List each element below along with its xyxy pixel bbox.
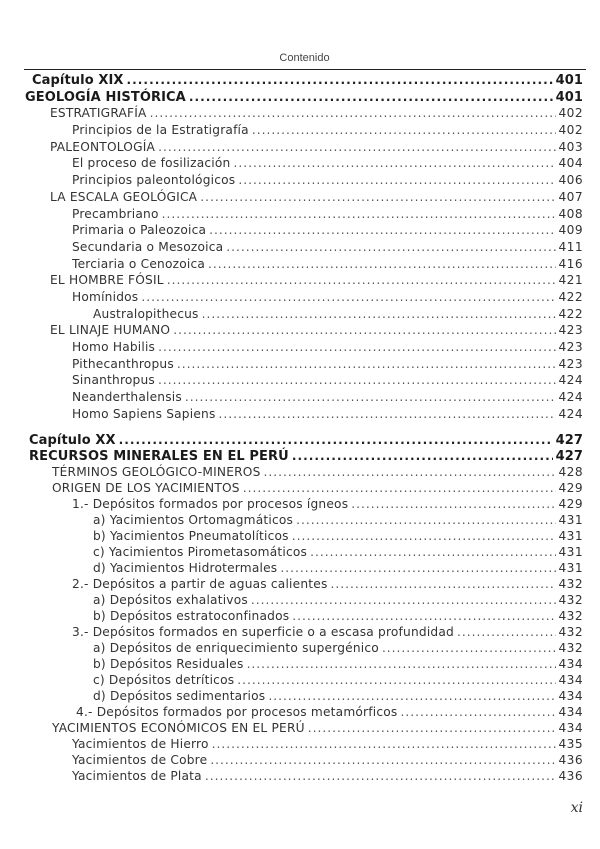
dot-leader <box>310 544 555 560</box>
toc-entry[interactable] <box>0 306 600 323</box>
toc-entry[interactable] <box>0 512 600 528</box>
toc-entry-page: 432 <box>558 625 583 639</box>
toc-entry-title: Primaria o Paleozoica <box>72 223 207 238</box>
toc-entry[interactable] <box>0 560 600 576</box>
toc-entry-page: 423 <box>558 323 583 338</box>
toc-entry-title: Australopithecus <box>93 306 199 321</box>
toc-entry[interactable] <box>0 720 600 736</box>
toc-entry-page: 428 <box>558 465 583 479</box>
toc-entry-page: 434 <box>558 657 583 671</box>
toc-entry-page: 407 <box>558 189 583 204</box>
dot-leader <box>247 656 556 672</box>
toc-entry-page: 416 <box>558 256 583 271</box>
toc-entry[interactable] <box>0 592 600 608</box>
running-header: Contenido <box>279 52 330 64</box>
toc-entry-page: 403 <box>558 139 583 154</box>
dot-leader <box>243 480 556 496</box>
dot-leader <box>457 624 556 640</box>
dot-leader <box>331 576 556 592</box>
toc-entry-title: a) Yacimientos Ortomagmáticos <box>93 513 294 527</box>
toc-entry-page: 434 <box>558 673 583 687</box>
toc-entry-title: Secundaria o Mesozoica <box>72 239 224 254</box>
toc-entry-page: 421 <box>558 273 583 288</box>
toc-entry[interactable] <box>0 222 600 239</box>
toc-entry[interactable] <box>0 372 600 389</box>
toc-entry-page: 404 <box>558 156 583 171</box>
toc-entry-title: TÉRMINOS GEOLÓGICO-MINEROS <box>52 465 261 479</box>
toc-entry[interactable] <box>0 544 600 560</box>
toc-entry-page: 434 <box>558 689 583 703</box>
dot-leader <box>400 704 555 720</box>
toc-entry-title: Yacimientos de Hierro <box>72 737 209 751</box>
toc-entry-title: 2.- Depósitos a partir de aguas calientes <box>72 577 328 591</box>
dot-leader <box>150 105 556 122</box>
dot-leader <box>158 372 556 389</box>
dot-leader <box>351 496 555 512</box>
dot-leader <box>251 592 556 608</box>
toc-entry-title: d) Depósitos sedimentarios <box>93 689 266 703</box>
toc-entry[interactable] <box>0 672 600 688</box>
toc-entry-page: 432 <box>558 609 583 623</box>
toc-entry-title: a) Depósitos exhalativos <box>93 593 248 607</box>
dot-leader <box>308 720 556 736</box>
toc-entry-page: 422 <box>558 289 583 304</box>
toc-entry[interactable] <box>0 206 600 223</box>
toc-entry[interactable] <box>0 432 600 448</box>
toc-entry-page: 431 <box>558 561 583 575</box>
dot-leader <box>252 122 556 139</box>
dot-leader <box>212 736 556 752</box>
toc-entry-title: LA ESCALA GEOLÓGICA <box>50 189 198 204</box>
dot-leader <box>292 448 553 464</box>
toc-entry[interactable] <box>0 480 600 496</box>
toc-entry[interactable] <box>0 239 600 256</box>
toc-entry-title: Capítulo XX <box>29 433 116 448</box>
toc-entry-page: 406 <box>558 173 583 188</box>
toc-entry-page: 431 <box>558 529 583 543</box>
toc-entry[interactable] <box>0 189 600 206</box>
dot-leader <box>233 155 555 172</box>
page-number: xi <box>570 800 583 816</box>
toc-entry-title: El proceso de fosilización <box>72 156 231 171</box>
toc-entry-title: GEOLOGÍA HISTÓRICA <box>25 89 186 105</box>
toc-entry-page: 401 <box>555 73 583 88</box>
toc-entry-page: 411 <box>558 239 583 254</box>
dot-leader <box>237 672 555 688</box>
toc-entry-page: 402 <box>558 106 583 121</box>
dot-leader <box>177 356 556 373</box>
dot-leader <box>202 306 556 323</box>
toc-entry-title: Sinanthropus <box>72 373 155 388</box>
toc-entry[interactable] <box>0 768 600 784</box>
dot-leader <box>382 640 556 656</box>
toc-entry[interactable] <box>0 406 600 423</box>
toc-entry-title: ESTRATIGRAFÍA <box>50 106 147 121</box>
toc-entry-page: 431 <box>558 513 583 527</box>
toc-entry[interactable] <box>0 122 600 139</box>
toc-entry[interactable] <box>0 624 600 640</box>
toc-entry-page: 432 <box>558 641 583 655</box>
toc-entry-title: 3.- Depósitos formados en superficie o a escasa profundidad <box>72 625 454 639</box>
toc-entry-page: 432 <box>558 577 583 591</box>
toc-entry-page: 427 <box>555 433 583 448</box>
toc-entry[interactable] <box>0 576 600 592</box>
dot-leader <box>167 272 556 289</box>
toc-entry-page: 409 <box>558 223 583 238</box>
toc-entry-title: Precambriano <box>72 206 159 221</box>
dot-leader <box>119 432 553 448</box>
dot-leader <box>127 72 553 89</box>
dot-leader <box>162 206 556 223</box>
dot-leader <box>292 528 556 544</box>
toc-entry-title: ORIGEN DE LOS YACIMIENTOS <box>52 481 240 495</box>
toc-entry-title: c) Depósitos detríticos <box>93 673 235 687</box>
toc-entry[interactable] <box>0 356 600 373</box>
toc-entry[interactable] <box>0 155 600 172</box>
dot-leader <box>280 560 555 576</box>
toc-entry[interactable] <box>0 608 600 624</box>
dot-leader <box>210 752 555 768</box>
toc-entry-page: 402 <box>558 123 583 138</box>
toc-entry[interactable] <box>0 736 600 752</box>
header-rule <box>24 69 586 70</box>
toc-entry-title: d) Yacimientos Hidrotermales <box>93 561 278 575</box>
toc-entry-title: Capítulo XIX <box>32 73 124 88</box>
dot-leader <box>264 464 556 480</box>
toc-entry[interactable] <box>0 464 600 480</box>
toc-entry-page: 424 <box>558 406 583 421</box>
toc-entry[interactable] <box>0 89 600 106</box>
toc-entry-title: Yacimientos de Cobre <box>72 753 208 767</box>
toc-entry-page: 435 <box>558 737 583 751</box>
toc-entry-title: EL LINAJE HUMANO <box>50 323 171 338</box>
toc-entry-page: 423 <box>558 340 583 354</box>
toc-entry-title: Pithecanthropus <box>72 356 174 371</box>
toc-entry[interactable] <box>0 496 600 512</box>
toc-entry-page: 424 <box>558 390 583 405</box>
toc-entry[interactable] <box>0 752 600 768</box>
toc-entry-page: 408 <box>558 206 583 221</box>
dot-leader <box>189 89 553 106</box>
toc-entry-title: EL HOMBRE FÓSIL <box>50 273 164 288</box>
toc-entry[interactable] <box>0 139 600 156</box>
toc-entry-title: 4.- Depósitos formados por procesos metamórficos <box>76 705 398 719</box>
toc-entry[interactable] <box>0 448 600 464</box>
toc-entry-title: YACIMIENTOS ECONÓMICOS EN EL PERÚ <box>52 721 305 735</box>
toc-entry-title: PALEONTOLOGÍA <box>50 139 156 154</box>
toc-entry-page: 429 <box>558 497 583 511</box>
toc-entry[interactable] <box>0 656 600 672</box>
toc-entry-page: 434 <box>558 721 583 735</box>
toc-entry-title: Homo Sapiens Sapiens <box>72 406 216 421</box>
toc-entry[interactable] <box>0 322 600 339</box>
toc-entry[interactable] <box>0 704 600 720</box>
toc-entry[interactable] <box>0 256 600 273</box>
toc-entry-page: 432 <box>558 593 583 607</box>
toc-entry-title: c) Yacimientos Pirometasomáticos <box>93 545 308 559</box>
dot-leader <box>173 322 555 339</box>
toc-entry-page: 431 <box>558 545 583 559</box>
toc-section-chapter-19 <box>0 72 600 422</box>
toc-entry-title: Neanderthalensis <box>72 390 182 405</box>
toc-entry-title: Homo Habilis <box>72 340 156 354</box>
dot-leader <box>296 512 555 528</box>
toc-entry[interactable] <box>0 528 600 544</box>
toc-entry[interactable] <box>0 688 600 704</box>
toc-entry-title: Terciaria o Cenozoica <box>72 256 206 271</box>
dot-leader <box>200 189 555 206</box>
toc-entry-page: 436 <box>558 769 583 783</box>
toc-entry-title: a) Depósitos de enriquecimiento supergénico <box>93 641 379 655</box>
dot-leader <box>226 239 555 256</box>
toc-entry-title: RECURSOS MINERALES EN EL PERÚ <box>29 449 289 464</box>
toc-entry-page: 436 <box>558 753 583 767</box>
toc-entry[interactable] <box>0 272 600 289</box>
toc-entry[interactable] <box>0 289 600 306</box>
toc-entry-title: b) Depósitos estratoconfinados <box>93 609 290 623</box>
dot-leader <box>205 768 556 784</box>
toc-entry[interactable] <box>0 389 600 406</box>
toc-entry-title: Homínidos <box>72 289 139 304</box>
toc-entry[interactable] <box>0 339 600 356</box>
toc-entry-page: 424 <box>558 373 583 388</box>
toc-entry-title: b) Depósitos Residuales <box>93 657 244 671</box>
toc-section-chapter-20 <box>0 432 600 784</box>
toc-entry-page: 422 <box>558 306 583 321</box>
dot-leader <box>268 688 555 704</box>
dot-leader <box>141 289 555 306</box>
dot-leader <box>158 139 555 156</box>
toc-entry[interactable] <box>0 72 600 89</box>
dot-leader <box>238 172 555 189</box>
toc-entry-page: 427 <box>555 449 583 464</box>
dot-leader <box>185 389 556 406</box>
toc-entry[interactable] <box>0 172 600 189</box>
toc-entry-title: b) Yacimientos Pneumatolíticos <box>93 529 289 543</box>
dot-leader <box>292 608 555 624</box>
toc-entry[interactable] <box>0 105 600 122</box>
toc-entry-title: 1.- Depósitos formados por procesos ígneos <box>72 497 349 511</box>
dot-leader <box>209 222 555 239</box>
dot-leader <box>208 256 555 273</box>
toc-entry-title: Principios de la Estratigrafía <box>72 123 249 138</box>
toc-entry-title: Principios paleontológicos <box>72 173 236 188</box>
toc-entry-page: 423 <box>558 356 583 371</box>
dot-leader <box>219 406 556 423</box>
toc-entry-page: 434 <box>558 705 583 719</box>
toc-entry-title: Yacimientos de Plata <box>72 769 202 783</box>
toc-entry-page: 401 <box>555 89 583 105</box>
toc-entry-page: 429 <box>558 481 583 495</box>
dot-leader <box>158 339 555 356</box>
toc-entry[interactable] <box>0 640 600 656</box>
